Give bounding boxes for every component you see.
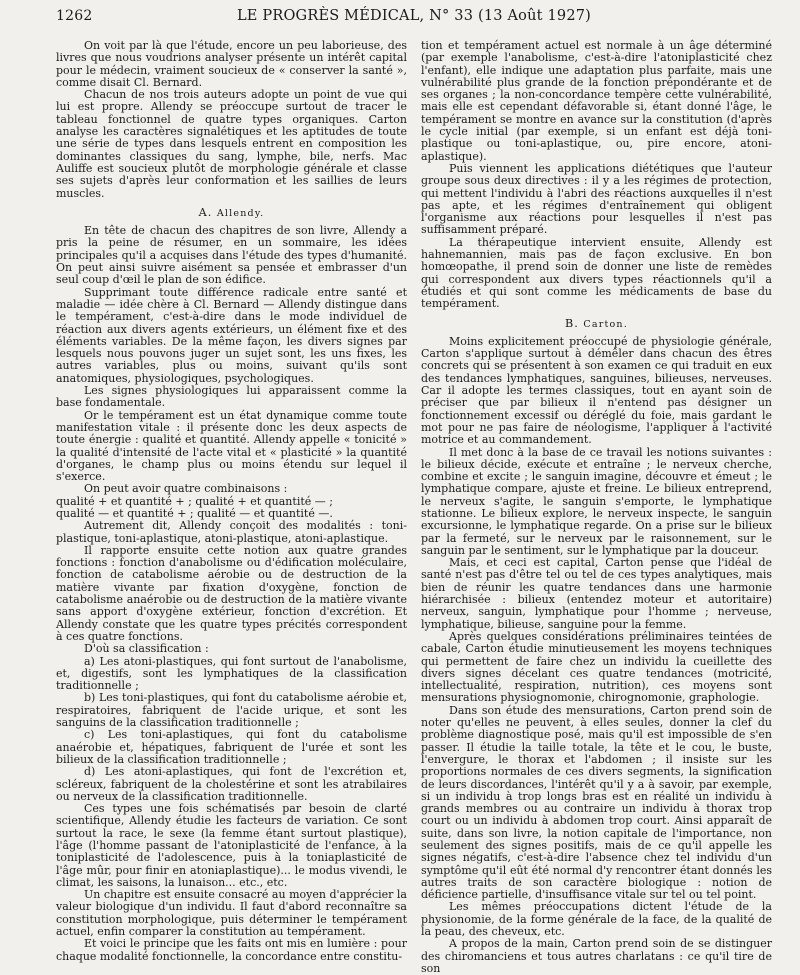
paragraph: Chacun de nos trois auteurs adopte un point de vue qui lui est propre. Allendy se préoccupe surtout de tracer le tableau fonctionnel de quatre types organiques. Carton analyse les caractères signalétiques et les aptitudes de toute une série de types dans lesquels entrent en composition les dominantes classiques du sang, lymphe, bile, nerfs. Mac Auliffe est soucieux plutôt de morphologie générale et classe ses sujets d'après leur conformation et les saillies de leurs muscles. [56, 88, 407, 200]
paragraph: Moins explicitement préoccupé de physiologie générale, Carton s'applique surtout à démêler dans chacun des êtres concrets qui se présentent à son examen ce qui traduit en eux des tendances lymphatiques, sanguines, bilieuses, nerveuses. Car il adopte les termes classiques, tout en ayant soin de préciser que par bilieux il n'entend pas désigner un fonctionnement excessif ou déréglé du foie, mais gardant le mot pour ne pas faire de néologisme, l'appliquer à l'activité motrice et au commandement. [421, 334, 772, 447]
section-letter: B. [565, 316, 579, 330]
section-name: Carton. [583, 318, 628, 330]
paragraph: On peut avoir quatre combinaisons : [84, 482, 288, 496]
paragraph: Supprimant toute différence radicale entre santé et maladie — idée chère à Cl. Bernard — Allendy distingue dans le tempérament, c'est-à-dire dans le mode individuel de réaction aux divers agents extérieurs, un élément fixe et des éléments variables. De la même façon, les divers signes par lesquels nous pouvons juger un sujet sont, les uns fixes, les autres variables, plus ou moins, suivant qu'ils sont anatomiques, physiologiques, psychologiques. [56, 285, 407, 385]
paragraph: Il rapporte ensuite cette notion aux quatre grandes fonctions : fonction d'anabolisme ou d'édification moléculaire, fonction de catabolisme aérobie ou de destruction de la matière vivante par fixation d'oxygène, fonction de catabolisme anaérobie ou de destruction de la matière vivante sans apport d'oxygène extérieur, fonction d'excrétion. Et Allendy constate que les quatre types précités correspondent à ces quatre fonctions. [56, 543, 407, 643]
paragraph: Après quelques considérations préliminaires teintées de cabale, Carton étudie minutieusement les moyens techniques qui permettent de faire chez un individu la cueillette des divers signes décelant ces quatre tendances (motricité, intellectualité, respiration, nutrition), ces moyens sont mensurations physiognomonie, chirognomonie, graphologie. [421, 629, 772, 705]
paragraph: Les mêmes préoccupations dictent l'étude de la physionomie, de la forme générale de la face, de la qualité de la peau, des cheveux, etc. [421, 900, 772, 939]
list-item: a) Les atoni-plastiques, qui font surtout de l'anabolisme, et, digestifs, sont les lymphatiques de la classification traditionnelle ; [56, 654, 407, 693]
paragraph: Puis viennent les applications diététiques que l'auteur groupe sous deux directives : il y a les régimes de protection, qui mettent l'individu à l'abri des réactions auxquelles il n'est pas apte, et les régimes d'entraînement qui obligent l'organisme aux réactions pour lesquelles il n'est pas suffisamment préparé. [421, 161, 772, 237]
list-item: b) Les toni-plastiques, qui font du catabolisme aérobie et, respiratoires, fabriquent de l'acide urique, et sont les sanguins de la classification traditionnelle ; [56, 691, 407, 730]
paragraph: Mais, et ceci est capital, Carton pense que l'idéal de santé n'est pas d'être tel ou tel de ces types analytiques, mais bien de réunir les quatre tendances dans une harmonie hiérarchisée : bilieux (entendez moteur et autoritaire) nerveux, sanguin, lymphatique pour l'homme ; nerveuse, lymphatique, bilieuse, sanguine pour la femme. [421, 556, 772, 631]
combination-line: qualité — et quantité + ; qualité — et quantité —. [56, 506, 333, 520]
paragraph: Autrement dit, Allendy conçoit des modalités : toni-plastique, toni-aplastique, atoni-plastique, atoni-aplastique. [56, 519, 407, 545]
paragraph: Les signes physiologiques lui apparaissent comme la base fondamentale. [56, 384, 407, 410]
section-heading-carton [421, 318, 772, 331]
two-column-body [56, 39, 772, 975]
section-heading-allendy [56, 207, 407, 220]
paragraph: On voit par là que l'étude, encore un peu laborieuse, des livres que nous voudrions analyser présente un intérêt capital pour le médecin, vraiment soucieux de « conserver la santé », comme disait Cl. Bernard. [56, 39, 407, 89]
section-name: Allendy. [216, 207, 265, 219]
page-number: 1262 [56, 8, 93, 24]
paragraph: Or le tempérament est un état dynamique comme toute manifestation vitale : il présente donc les deux aspects de toute énergie : qualité et quantité. Allendy appelle « tonicité » la qualité d'intensité de l'acte vital et « plasticité » la quantité d'organes, le champ plus ou moins étendu sur lequel il s'exerce. [56, 408, 407, 484]
section-letter: A. [198, 205, 213, 219]
paragraph: A propos de la main, Carton prend soin de se distinguer des chiromanciens et tous autres charlatans : ce qu'il tire de son [421, 937, 772, 975]
paragraph: Dans son étude des mensurations, Carton prend soin de noter qu'elles ne peuvent, à elles seules, donner la clef du problème diagnostique posé, mais qu'il est impossible de s'en passer. Il étudie la taille totale, la tête et le cou, le buste, l'envergure, le thorax et l'abdomen ; il insiste sur les proportions normales de ces divers segments, la signification de leurs discordances, l'intérêt qu'il y a à savoir, par exemple, si un individu à trop longs bras est en réalité un individu à grands membres ou au contraire un individu à thorax trop court ou un individu à abdomen trop court. Ainsi apparaît de suite, dans son livre, la notion capitale de l'importance, non seulement des signes positifs, mais de ce qu'il appelle les signes négatifs, c'est-à-dire l'absence chez tel individu d'un symptôme qu'il eût été normal d'y rencontrer étant donnés les autres traits de son caractère biologique : notion de déficience partielle, d'insuffisance vitale sur tel ou tel point. [421, 703, 772, 902]
combination-line: qualité + et quantité + ; qualité + et quantité — ; [56, 494, 333, 508]
paragraph: Un chapitre est ensuite consacré au moyen d'apprécier la valeur biologique d'un individu. Il faut d'abord reconnaître sa constitution morphologique, puis déterminer le tempérament actuel, enfin comparer la constitution au tempérament. [56, 888, 407, 939]
paragraph: Ces types une fois schématisés par besoin de clarté scientifique, Allendy étudie les facteurs de variation. Ce sont surtout la race, le sexe (la femme étant surtout plastique), l'âge (l'homme passant de l'atoniplasticité de l'enfance, à la toniplasticité de l'adolescence, puis à la toniaplasticité de l'âge mûr, pour finir en atoniaplastique)... le modus vivendi, le climat, les saisons, la lunaison... etc., etc. [56, 802, 407, 889]
paragraph: Et voici le principe que les faits ont mis en lumière : pour chaque modalité fonctionnelle, la concordance entre constitu- [56, 937, 407, 963]
running-header [56, 8, 772, 32]
right-column [421, 39, 772, 975]
paragraph: La thérapeutique intervient ensuite, Allendy est hahnemannien, mais pas de façon exclusive. En bon homœopathe, il prend soin de donner une liste de remèdes qui correspondent aux divers types réactionnels qu'il a étudiés et qui sont comme les médicaments de base du tempérament. [421, 235, 772, 311]
journal-title: LE PROGRÈS MÉDICAL, N° 33 (13 Août 1927) [236, 8, 592, 24]
paragraph: Il met donc à la base de ce travail les notions suivantes : le bilieux décide, exécute et entraîne ; le nerveux cherche, combine et excite ; le sanguin imagine, découvre et émeut ; le lymphatique compare, ajuste et freine. Le bilieux entreprend, le nerveux s'agite, le sanguin s'emporte, le lymphatique stationne. Le bilieux explore, le nerveux inspecte, le sanguin excursionne, le lymphatique regarde. On a prise sur le bilieux par la fermeté, sur le nerveux par le raisonnement, sur le sanguin par le sentiment, sur le lymphatique par la douceur. [421, 445, 772, 557]
paragraph: En tête de chacun des chapitres de son livre, Allendy a pris la peine de résumer, en un sommaire, les idées principales qu'il a acquises dans l'étude des types d'humanité. On peut ainsi suivre aisément sa pensée et embrasser d'un seul coup d'œil le plan de son édifice. [56, 224, 407, 287]
paragraph: D'où sa classification : [84, 642, 209, 656]
left-column [56, 39, 407, 963]
paragraph-continued: tion et tempérament actuel est normale à un âge déterminé (par exemple l'anabolisme, c'est-à-dire l'atoniplasticité chez l'enfant), elle indique une adaptation plus parfaite, mais une vulnérabilité plus grande de la fonction prépondérante et de ses organes ; la non-concordance tempère cette vulnérabilité, mais elle est cependant défavorable si, étant donné l'âge, le tempérament se montre en avance sur la constitution (d'après le cycle initial (par exemple, si un enfant est déjà toni-plastique ou toni-aplastique, ou, pire encore, atoni-aplastique). [421, 39, 772, 163]
list-item: c) Les toni-aplastiques, qui font du catabolisme anaérobie et, hépatiques, fabriquent de l'urée et sont les bilieux de la classification traditionnelle ; [56, 728, 407, 766]
list-item: d) Les atoni-aplastiques, qui font de l'excrétion et, scléreux, fabriquent de la cholestérine et sont les atrabilaires ou nerveux de la classification traditionnelle. [56, 765, 407, 803]
